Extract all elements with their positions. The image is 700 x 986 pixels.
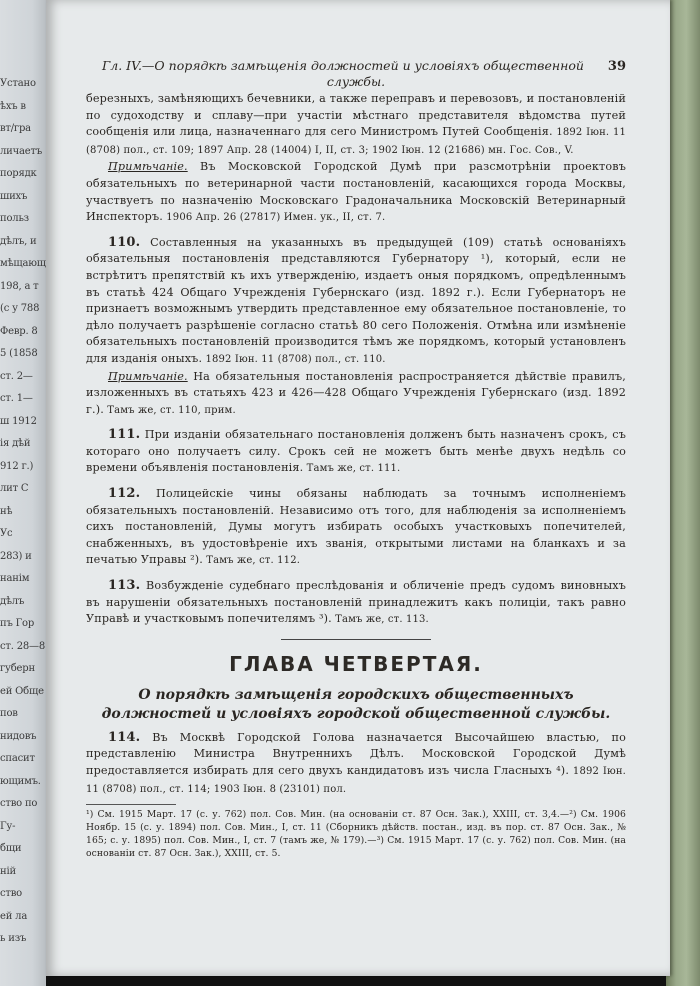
article-text: Въ Москвѣ Городской Голова назначается Высочайшею властью, по представленію Министра Внутреннихъ Дѣлъ. Московской Городской Думѣ предоставляется избирать для сего двухъ кандидатовъ изъ числа Гласныхъ ⁴).	[86, 730, 626, 777]
facing-page-fragment: спасит	[0, 753, 35, 764]
facing-page-fragment: порядк	[0, 168, 37, 179]
paragraph-citation: Тамъ же, ст. 111.	[303, 463, 401, 475]
facing-page-fragment: пъ Гор	[0, 618, 35, 629]
facing-page-fragment: польз	[0, 213, 29, 224]
facing-page-fragment: ст. 1—	[0, 393, 33, 404]
facing-page-fragment: губерн	[0, 663, 35, 674]
running-header	[86, 58, 626, 74]
facing-page-fragment: ѣхъ в	[0, 100, 26, 112]
facing-page-fragment: Ус	[0, 528, 13, 539]
paragraph-text: На обязательныя постановленія распространяется дѣйствіе правилъ, изложенныхъ въ статьяхъ 423 и 426—428 Общаго Учрежденія Губернскаго (изд. 1892 г.).	[86, 369, 626, 416]
facing-page-fragment: пов	[0, 708, 18, 719]
facing-page-fragment: ей Обще	[0, 685, 44, 697]
facing-page-fragment: лит С	[0, 483, 29, 494]
article-number: 112.	[108, 486, 141, 502]
footnotes: ¹) См. 1915 Март. 17 (с. у. 762) пол. Сов. Мин. (на основаніи ст. 87 Осн. Зак.), XXIII, ст. 3,4.—²) См. 1906 Ноябр. 15 (с. у. 1894) пол. Сов. Мин., I, ст. 11 (Сборникъ дѣйств. постан., изд. въ пор. ст. 87 Осн. Зак., № 165; с. у. 1895) пол. Сов. Мин., I, ст. 7 (тамъ же, № 179).—³) См. 1915 Март. 17 (с. у. 762) пол. Сов. Мин. (на основаніи ст. 87 Осн. Зак.), XXIII, ст. 5.	[86, 809, 626, 859]
facing-page	[0, 0, 46, 986]
facing-page-fragment: нѣ	[0, 505, 13, 517]
facing-page-fragment: 283) и	[0, 550, 32, 562]
footnote-rule	[86, 804, 176, 805]
text-paragraph	[86, 91, 626, 159]
articles	[86, 91, 626, 629]
facing-page-fragment: ш 1912	[0, 415, 37, 427]
paragraph-citation: Тамъ же, ст. 110, прим.	[103, 404, 236, 416]
facing-page-fragment: 912 г.)	[0, 460, 34, 472]
chapter-title: ГЛАВА ЧЕТВЕРТАЯ.	[229, 651, 483, 676]
facing-page-fragment: вт/гра	[0, 123, 31, 134]
article-number: 111.	[108, 427, 141, 443]
header-title-cont: службы.	[326, 74, 386, 89]
facing-page-fragment: Устано	[0, 78, 36, 89]
facing-page-fragment: Гу-	[0, 820, 16, 832]
facing-page-fragment: нидовъ	[0, 730, 37, 742]
article-113	[86, 578, 626, 629]
facing-page-fragment: (с у 788	[0, 303, 40, 314]
facing-page-fragment: 5 (1858	[0, 348, 38, 359]
paragraph-citation: 1892 Іюн. 11 (8708) пол., ст. 109; 1897 Апр. 28 (14004) I, II, ст. 3; 1902 Іюн. 12 (21686) мн. Гос. Сов., V.	[86, 127, 626, 156]
note-label: Примѣчаніе.	[108, 369, 188, 383]
page-content	[86, 58, 626, 860]
facing-page-fragment: ній	[0, 865, 16, 877]
facing-page-fragment: шихъ	[0, 190, 28, 202]
facing-page-fragment: ство по	[0, 798, 38, 809]
article-110	[86, 235, 626, 369]
page-number: 39	[607, 59, 626, 74]
article-citation: 1892 Іюн. 11 (8708) пол., ст. 114; 1903 Іюн. 8 (23101) пол.	[86, 766, 626, 795]
facing-page-fragment: дѣлъ	[0, 595, 25, 607]
paragraph-text: При изданіи обязательнаго постановленія долженъ быть назначенъ срокъ, съ котораго оно получаетъ силу. Срокъ сей не можетъ быть менѣе двухъ недѣль со времени объявленія постановленія.	[86, 428, 626, 475]
article-112	[86, 486, 626, 570]
article-114	[86, 730, 626, 798]
facing-page-fragment: ство	[0, 888, 22, 899]
chapter-subtitle: О порядкѣ замѣщенія городскихъ общественныхъ должностей и условіяхъ городской общественной службы.	[101, 686, 611, 722]
facing-page-fragment: ь изъ	[0, 933, 27, 944]
facing-page-fragment: бщи	[0, 843, 22, 854]
paragraph-text: Возбужденіе судебнаго преслѣдованія и обличеніе предъ судомъ виновныхъ въ нарушеніи обязательныхъ постановленій принадлежитъ какъ полиціи, такъ равно Управѣ и участковымъ попечителямъ ³).	[86, 579, 626, 626]
paragraph-text: березныхъ, замѣняющихъ бечевники, а также переправъ и перевозовъ, и постановленій по судоходству и сплаву—при участіи мѣстнаго представителя вѣдомства путей сообщенія или лица, назначеннаго для сего Министромъ Путей Сообщенія.	[86, 92, 626, 139]
paragraph-citation: 1892 Іюн. 11 (8708) пол., ст. 110.	[202, 353, 386, 365]
facing-page-fragment: ія дѣй	[0, 438, 31, 449]
note-label: Примѣчаніе.	[108, 160, 188, 174]
paragraph-text: Въ Московской Городской Думѣ при разсмотрѣніи проектовъ обязательныхъ по ветеринарной части постановленій, касающихся города Москвы, участвуетъ по назначенію Московскаго Градоначальника Московскій Ветеринарный Инспекторъ.	[86, 160, 626, 224]
article-number: 110.	[108, 234, 141, 250]
article-number: 114.	[108, 729, 141, 745]
paragraph-citation: Тамъ же, ст. 112.	[202, 555, 301, 567]
note-paragraph	[86, 369, 626, 420]
paragraph-text: Составленныя на указанныхъ въ предыдущей (109) статьѣ основаніяхъ обязательныя постановленія представляются Губернатору ¹), который, если не встрѣтитъ препятствій къ ихъ утвержденію, издаетъ оныя порядкомъ, опредѣленнымъ въ статьѣ 424 Общаго Учрежденія Губернскаго (изд. 1892 г.). Если Губернаторъ не признаетъ возможнымъ утвердить представленное ему обязательное постановленіе, то дѣло получаетъ разрѣшеніе согласно статьѣ 80 сего Положенія. Отмѣна или измѣненіе обязательныхъ постановленій производится тѣмъ же порядкомъ, который установленъ для изданія оныхъ.	[86, 235, 626, 365]
paragraph-citation: 1906 Апр. 26 (27817) Имен. ук., II, ст. 7.	[162, 212, 386, 224]
note-paragraph	[86, 159, 626, 226]
paragraph-text: Полицейскіе чины обязаны наблюдать за точнымъ исполненіемъ обязательныхъ постановленій. Независимо отъ того, для наблюденія за исполненіемъ сихъ постановленій, Думы могутъ избирать особыхъ участковыхъ попечителей, снабженныхъ, въ удостовѣреніе ихъ званія, открытыми листами на бланкахъ и за печатью Управы ²).	[86, 487, 626, 567]
paragraph-citation: Тамъ же, ст. 113.	[331, 614, 429, 626]
facing-page-fragment: личаетъ	[0, 145, 43, 157]
book-page	[46, 0, 670, 976]
facing-page-fragment: нанім	[0, 573, 30, 584]
facing-page-fragment: ст. 28—8	[0, 640, 45, 652]
facing-page-fragment: ей ла	[0, 910, 28, 922]
facing-page-fragment: дѣлъ, и	[0, 235, 37, 247]
facing-page-fragment: ст. 2—	[0, 370, 33, 382]
book-cloth-edge	[666, 0, 700, 986]
facing-page-fragment: ющимъ.	[0, 775, 41, 787]
facing-page-fragment: 198, а т	[0, 280, 39, 292]
facing-page-fragment: мѣщающ	[0, 258, 46, 269]
header-title: Гл. IV.—О порядкѣ замѣщенія должностей и условіяхъ общественной	[102, 58, 584, 73]
chapter-divider	[281, 639, 431, 640]
facing-page-fragment: Февр. 8	[0, 325, 38, 337]
article-number: 113.	[108, 578, 141, 594]
article-111	[86, 427, 626, 478]
